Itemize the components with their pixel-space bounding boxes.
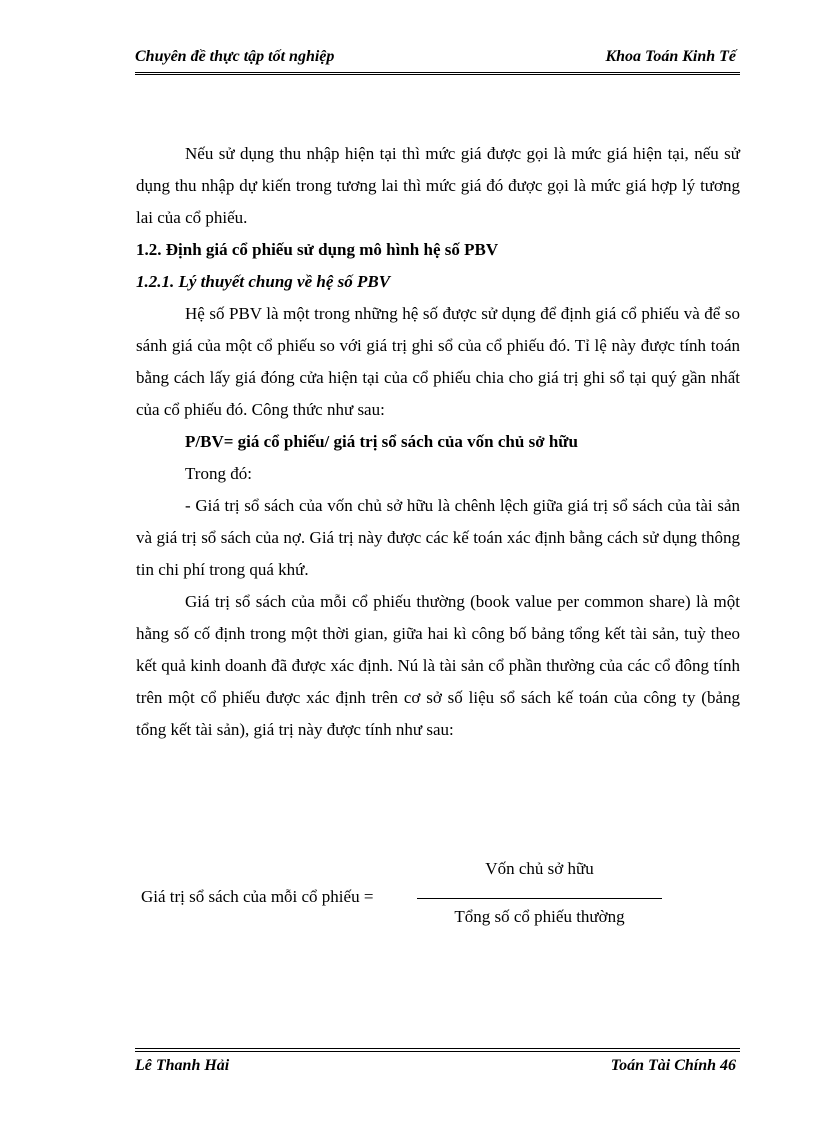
page-header [135, 46, 740, 72]
page-body [136, 138, 740, 746]
book-value-paragraph: - Giá trị sổ sách của vốn chủ sở hữu là chênh lệch giữa giá trị sổ sách của tài sản và giá trị sổ sách của nợ. Giá trị này được các kế toán xác định bằng cách sử dụng thông tin chi phí trong quá khứ. [136, 496, 740, 579]
formula-lhs: Giá trị sổ sách của mỗi cổ phiếu = [141, 887, 374, 906]
per-share-paragraph: Giá trị sổ sách của mỗi cổ phiếu thường (book value per common share) là một hằng số cố định trong một thời gian, giữa hai kì công bố bảng tổng kết tài sản, tuỳ theo kết quả kinh doanh đã được xác định. Nú là tài sản cổ phần thường của các cổ đông tính trên một cổ phiếu được xác định trên cơ sở số liệu sổ sách kế toán của công ty (bảng tổng kết tài sản), giá trị này được tính như sau: [136, 592, 740, 739]
header-faculty: Khoa Toán Kinh Tế [605, 48, 736, 65]
footer-class-page: Toán Tài Chính 46 [610, 1057, 736, 1074]
header-rule [135, 72, 740, 75]
header-thesis-title: Chuyên đề thực tập tốt nghiệp [135, 48, 335, 65]
page-footer [135, 1055, 740, 1079]
pbv-paragraph: Hệ số PBV là một trong những hệ số được sử dụng để định giá cổ phiếu và để so sánh giá của một cổ phiếu so với giá trị ghi sổ của cổ phiếu đó. Tỉ lệ này được tính toán bằng cách lấy giá đóng cửa hiện tại của cổ phiếu chia cho giá trị ghi sổ tại quý gần nhất của cổ phiếu đó. Công thức như sau: [136, 304, 740, 419]
formula-numerator: Vốn chủ sở hữu [485, 859, 594, 878]
formula-denominator: Tổng số cổ phiếu thường [454, 907, 625, 926]
where-label: Trong đó: [185, 464, 252, 483]
section-heading: 1.2. Định giá cổ phiếu sử dụng mô hình hệ số PBV [136, 240, 499, 259]
footer-author: Lê Thanh Hải [135, 1057, 230, 1074]
footer-rule [135, 1048, 740, 1052]
intro-paragraph: Nếu sử dụng thu nhập hiện tại thì mức giá được gọi là mức giá hiện tại, nếu sử dụng thu nhập dự kiến trong tương lai thì mức giá đó được gọi là mức giá hợp lý tương lai của cổ phiếu. [136, 144, 740, 227]
pbv-formula: P/BV= giá cổ phiếu/ giá trị sổ sách của vốn chủ sở hữu [185, 432, 578, 451]
fraction-bar [417, 898, 662, 899]
book-value-per-share-formula [141, 855, 681, 935]
subsection-heading: 1.2.1. Lý thuyết chung về hệ số PBV [136, 272, 391, 291]
